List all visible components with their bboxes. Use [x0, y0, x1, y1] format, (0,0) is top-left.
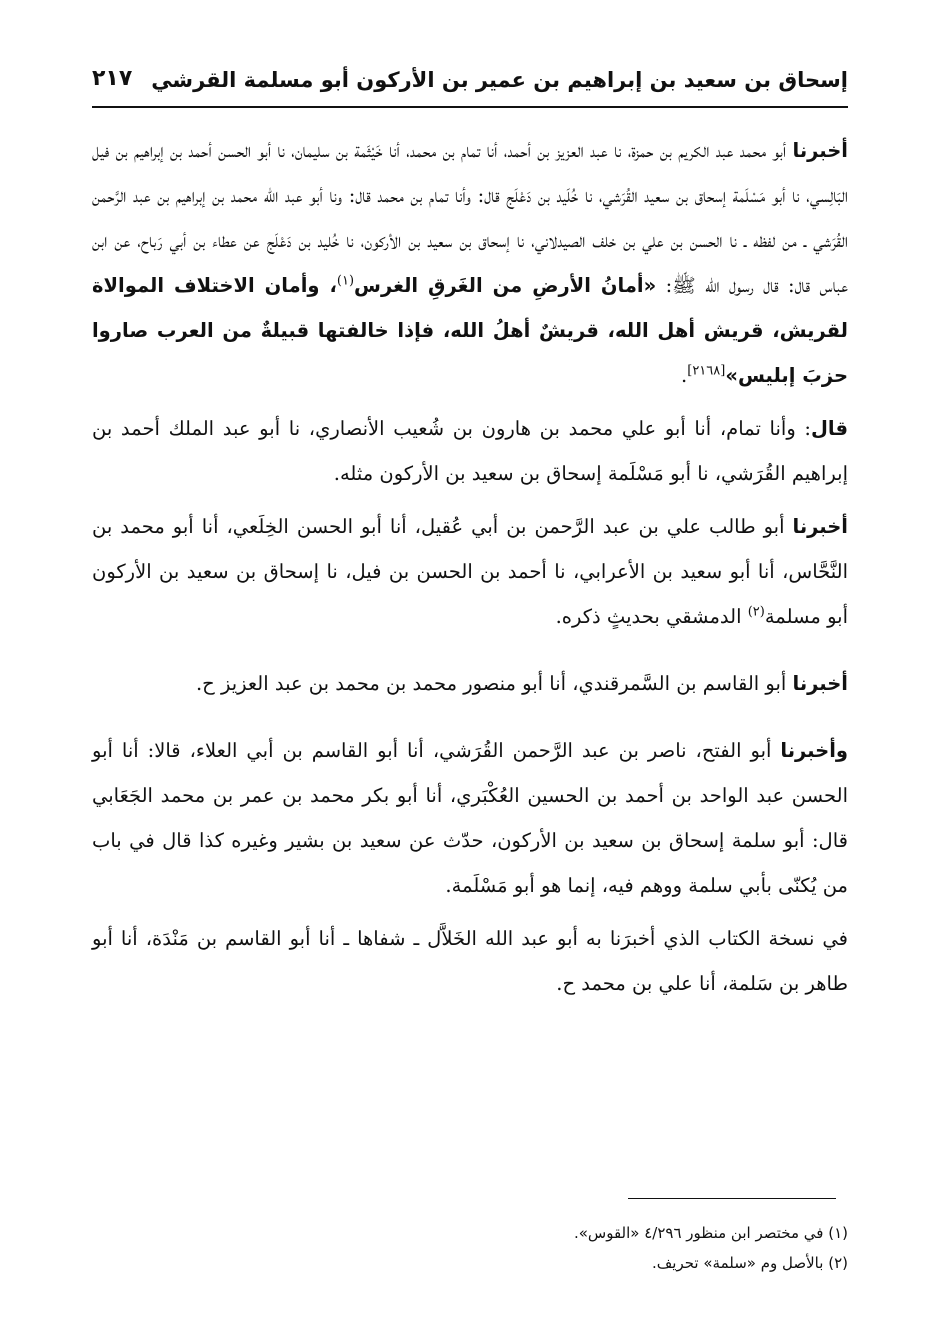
paragraph-text: أبو القاسم بن السَّمرقندي، أنا أبو منصور محمد بن محمد بن عبد العزيز ح. [195, 672, 793, 695]
footnote-ref: (٢) [747, 604, 765, 620]
paragraph-text: : وأنا تمام، أنا أبو علي محمد بن هارون بن شُعيب الأنصاري، نا أبو عبد الملك أحمد بن إبراهيم القُرَشي، نا أبو مَسْلَمة إسحاق بن سعيد بن الأركون مثله. [92, 417, 848, 485]
paragraph-text-end: الدمشقي بحديثٍ ذكره. [555, 605, 748, 628]
paragraph-lead-word: أخبرنا [792, 515, 848, 538]
paragraph-2 [92, 406, 848, 496]
running-title: إسحاق بن سعيد بن إبراهيم بن عمير بن الأركون أبو مسلمة القرشي [151, 68, 848, 92]
paragraph-text: أبو طالب علي بن عبد الرَّحمن بن أبي عُقيل، أنا أبو الحسن الخِلَعي، أنا أبو محمد بن النَّحَّاس، أنا أبو سعيد بن الأعرابي، نا أحمد بن الحسن بن فيل، نا إسحاق بن سعيد بن الأركون أبو مسلمة [92, 515, 848, 628]
footnote-number: (١) [828, 1224, 848, 1242]
footnote-text: بالأصل وم «سلمة» تحريف. [651, 1254, 824, 1272]
paragraph-text: أبو محمد عبد الكريم بن حمزة، نا عبد العزيز بن أحمد، أنا تمام بن محمد، أنا خَيْثَمة بن سليمان، نا أبو الحسن أحمد بن إبراهيم بن فيل البَالِسي، نا أبو مَسْلَمة إسحاق بن سعيد القُرَشي، نا خُلَيد بن دَعْلَج قال: وأنا تمام بن محمد قال: ونا أبو عبد الله محمد بن إبراهيم بن عبد الرَّحمن القُرَشي ـ من لفظه ـ نا الحسن بن علي بن خلف الصيدلاني، نا إسحاق بن سعيد بن الأركون، نا خُليد بن دَعْلَج عن عطاء بن أبي رَباح، عن ابن عباس قال: قال رسول الله ﷺ: [92, 139, 848, 297]
footnote-number: (٢) [828, 1254, 848, 1272]
paragraph-end: . [681, 364, 688, 387]
hadith-text: «أمانُ الأرضِ من الغَرقِ الغرس [354, 274, 657, 297]
footnotes [92, 1218, 848, 1278]
hadith-number: [٢١٦٨] [687, 363, 726, 379]
header-divider [92, 106, 848, 108]
paragraph-3 [92, 504, 848, 639]
page-header [92, 64, 848, 104]
paragraph-lead-word: قال [810, 417, 848, 440]
page-number: ٢١٧ [92, 66, 133, 91]
footnote-divider [628, 1198, 836, 1199]
hadith-text: ، وأمان الاختلاف الموالاة لقريش، قريش أهل الله، قريشٌ أهلُ الله، فإذا خالفتها قبيلةٌ من العرب صاروا حزبَ إبليس» [92, 274, 848, 387]
paragraph-text: في نسخة الكتاب الذي أخبرَنا به أبو عبد الله الخَلاَّل ـ شفاها ـ أنا أبو القاسم بن مَنْدَة، أنا أبو طاهر بن سَلمة، أنا علي بن محمد ح. [92, 927, 848, 995]
footnote-2 [92, 1248, 848, 1278]
paragraph-6 [92, 916, 848, 1006]
footnote-text: في مختصر ابن منظور ٤/٢٩٦ «القوس». [573, 1224, 824, 1242]
paragraph-lead-word: أخبرنا [792, 139, 848, 162]
paragraph-lead-word: وأخبرنا [780, 739, 848, 762]
paragraph-text: أبو الفتح، ناصر بن عبد الرَّحمن القُرَشي، أنا أبو القاسم بن أبي العلاء، قالا: أنا أبو الحسن عبد الواحد بن أحمد بن الحسين العُكْبَري، أنا أبو بكر محمد بن عمر بن محمد الجَعَابي قال: أبو سلمة إسحاق بن سعيد بن الأركون، حدّث عن سعيد بن بشير وغيره كذا قال في باب من يُكنّى بأبي سلمة ووهم فيه، إنما هو أبو مَسْلَمة. [92, 739, 848, 897]
paragraph-lead-word: أخبرنا [792, 672, 848, 695]
footnote-ref: (١) [336, 273, 355, 289]
footnote-1 [92, 1218, 848, 1248]
main-text [92, 128, 848, 1014]
paragraph-5 [92, 728, 848, 908]
paragraph-1 [92, 128, 848, 398]
paragraph-4 [92, 661, 848, 706]
